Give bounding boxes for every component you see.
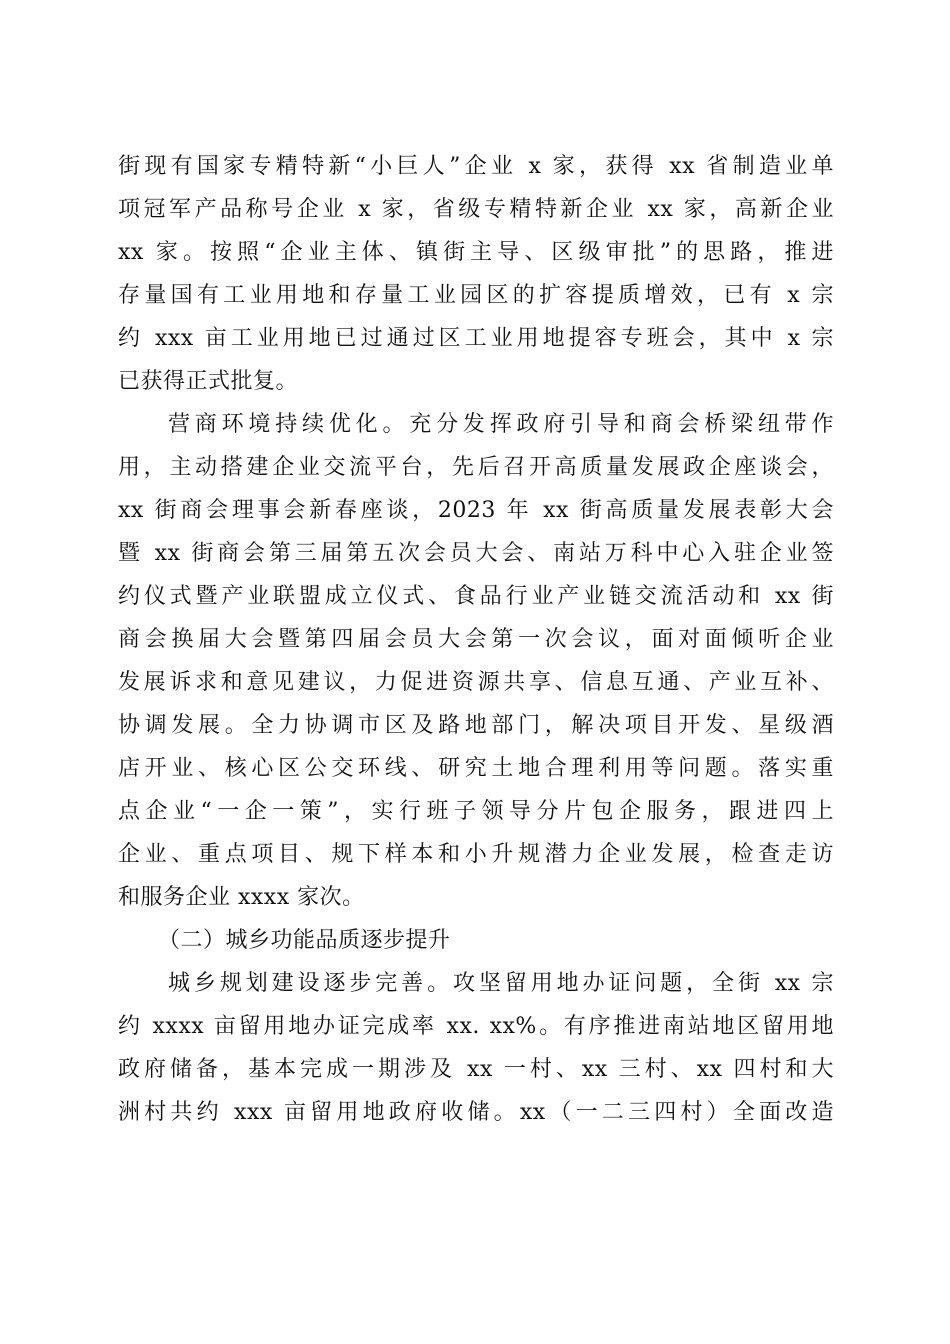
paragraph-line: 约 xxxx 亩留用地办证完成率 xx. xx%。有序推进南站地区留用地 (118, 1014, 834, 1039)
body-text (118, 145, 834, 1134)
paragraph-line: 发展诉求和意见建议，力促进资源共享、信息互通、产业互补、 (118, 670, 834, 695)
paragraph-line: 商会换届大会暨第四届会员大会第一次会议，面对面倾听企业 (118, 627, 834, 652)
paragraph-line: 暨 xx 街商会第三届第五次会员大会、南站万科中心入驻企业签 (118, 541, 834, 566)
paragraph-line: 洲村共约 xxx 亩留用地政府收储。xx（一二三四村）全面改造 (118, 1100, 834, 1125)
paragraph-line: xx 街商会理事会新春座谈，2023 年 xx 街高质量发展表彰大会 (118, 498, 834, 523)
paragraph-line: 和服务企业 xxxx 家次。 (118, 885, 365, 910)
paragraph-line: 街现有国家专精特新“小巨人”企业 x 家，获得 xx 省制造业单 (118, 154, 834, 179)
paragraph-line: 企业、重点项目、规下样本和小升规潜力企业发展，检查走访 (118, 842, 834, 867)
paragraph-line: 协调发展。全力协调市区及路地部门，解决项目开发、星级酒 (118, 713, 834, 738)
paragraph-line: 项冠军产品称号企业 x 家，省级专精特新企业 xx 家，高新企业 (118, 197, 834, 222)
paragraph-line: 约 xxx 亩工业用地已过通过区工业用地提容专班会，其中 x 宗 (118, 326, 834, 351)
paragraph-line: 店开业、核心区公交环线、研究土地合理利用等问题。落实重 (118, 756, 834, 781)
section-heading: （二）城乡功能品质逐步提升 (158, 928, 451, 953)
paragraph-line: 点企业“一企一策”，实行班子领导分片包企服务，跟进四上 (118, 799, 834, 824)
paragraph-line: 用，主动搭建企业交流平台，先后召开高质量发展政企座谈会， (118, 455, 834, 480)
paragraph-line: xx 家。按照“企业主体、镇街主导、区级审批”的思路，推进 (118, 240, 834, 265)
paragraph-line: 营商环境持续优化。充分发挥政府引导和商会桥梁纽带作 (168, 412, 834, 437)
paragraph-line: 城乡规划建设逐步完善。攻坚留用地办证问题，全街 xx 宗 (168, 971, 834, 996)
paragraph-line: 约仪式暨产业联盟成立仪式、食品行业产业链交流活动和 xx 街 (118, 584, 834, 609)
paragraph-line: 政府储备，基本完成一期涉及 xx 一村、xx 三村、xx 四村和大 (118, 1057, 834, 1082)
paragraph-line: 已获得正式批复。 (118, 369, 299, 394)
paragraph-line: 存量国有工业用地和存量工业园区的扩容提质增效，已有 x 宗 (118, 283, 834, 308)
